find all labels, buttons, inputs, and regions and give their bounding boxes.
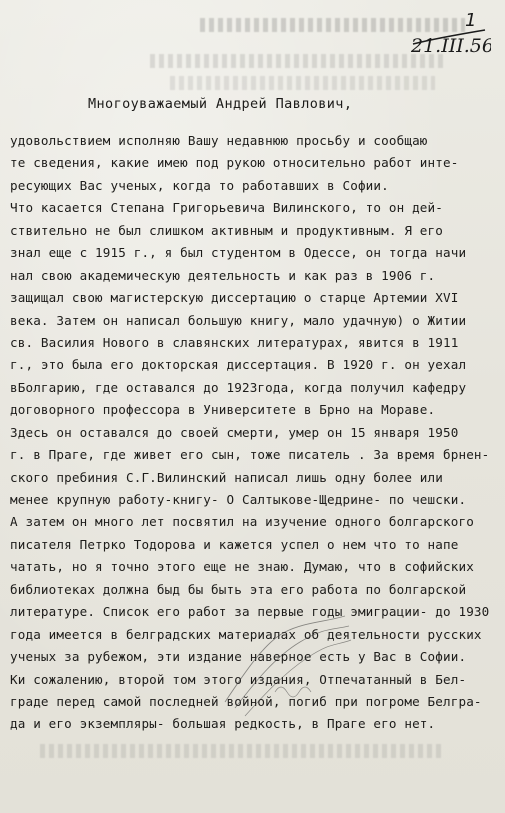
show-through-band xyxy=(40,744,445,758)
text-line: писателя Петрко Тодорова и кажется успел о нем что то напе xyxy=(10,536,459,552)
text-line: г., это была его докторская диссертация. В 1920 г. он уехал xyxy=(10,357,467,373)
text-line: нал свою академическую деятельность и как раз в 1906 г. xyxy=(10,267,436,283)
signature-icon xyxy=(215,612,355,722)
text-line: литературе. Список его работ за первые годы эмиграции- до 1930 xyxy=(10,604,490,620)
text-line: менее крупную работу-книгу- О Салтыкове-Щедрине- по чешски. xyxy=(10,492,467,507)
text-line: договорного профессора в Университете в Брно на Мораве. xyxy=(10,402,436,418)
text-line: года имеется в белградских материалах об деятельности русских xyxy=(10,626,482,642)
stamp-number: 1 xyxy=(465,10,477,31)
text-line: защищал свою магистерскую диссертацию о старце Артемии XVI xyxy=(10,290,459,306)
text-line: да и его экземпляры- большая редкость, в Праге его нет. xyxy=(10,716,436,732)
text-line: те сведения, какие имею под рукою относительно работ инте- xyxy=(10,155,459,171)
text-line: знал еще с 1915 г., я был студентом в Одессе, он тогда начи xyxy=(10,245,467,261)
text-line: г. в Праге, где живет его сын, тоже писатель . За время брнен- xyxy=(10,447,490,463)
text-line: ученых за рубежом, эти издание наверное есть у Вас в Софии. xyxy=(10,649,467,665)
show-through-band xyxy=(170,76,435,90)
pencil-signature xyxy=(215,612,355,722)
show-through-band xyxy=(150,54,445,68)
text-line: библиотеках должна быд бы быть эта его работа по болгарской xyxy=(10,581,467,597)
text-line: Что касается Степана Григорьевича Вилинского, то он дей- xyxy=(10,200,443,216)
text-line: чатать, но я точно этого еще не знаю. Думаю, что в софийских xyxy=(10,559,474,575)
stamp-date: 21.III.56 xyxy=(411,35,491,57)
text-line: века. Затем он написал большую книгу, мало удачную) о Житии xyxy=(10,312,467,328)
salutation: Многоуважаемый Андрей Павлович, xyxy=(88,96,353,112)
text-line: ского пребиния С.Г.Вилинский написал лишь одну более или xyxy=(10,469,443,485)
text-line: граде перед самой последней войной, погиб при погроме Белгра- xyxy=(10,693,482,709)
text-line: ствительно не был слишком активным и продуктивным. Я его xyxy=(10,222,443,238)
text-line: А затем он много лет посвятил на изучение одного болгарского xyxy=(10,514,474,530)
date-stamp xyxy=(407,6,491,62)
text-line: удовольствием исполняю Вашу недавнюю просьбу и сообщаю xyxy=(10,133,428,148)
date-stamp-icon xyxy=(407,6,491,62)
text-line: вБолгарию, где оставался до 1923года, когда получил кафедру xyxy=(10,379,467,395)
text-line: Ки сожалению, второй том этого издания, Отпечатанный в Бел- xyxy=(10,671,467,687)
text-line: Здесь он оставался до своей смерти, умер он 15 января 1950 xyxy=(10,424,459,440)
text-line: св. Василия Нового в славянских литературах, явится в 1911 xyxy=(10,334,459,350)
text-line: ресующих Вас ученых, когда то работавших в Софии. xyxy=(10,177,389,193)
